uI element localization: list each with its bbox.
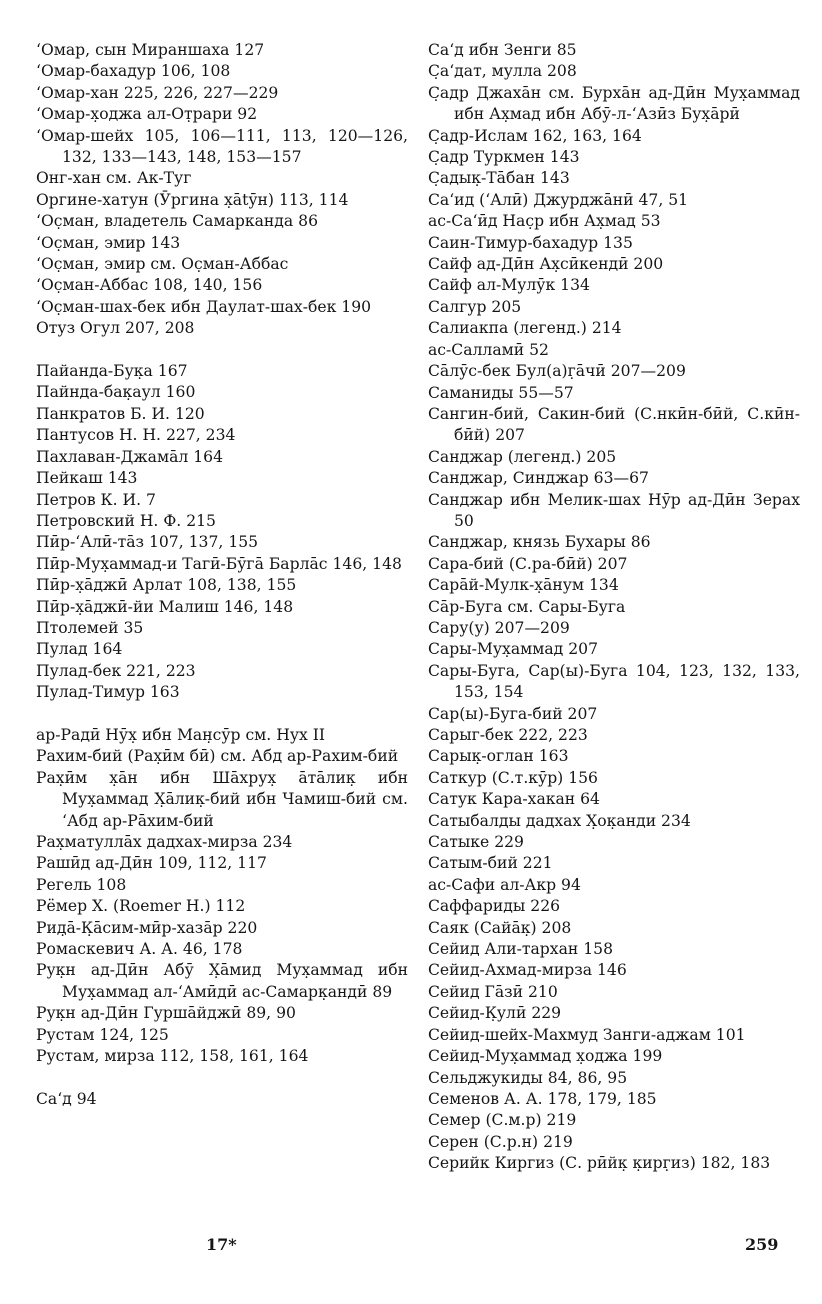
index-entry: Рук̣н ад-Дӣн Гуршāйджӣ 89, 90 <box>36 1004 296 1023</box>
index-entry: Пӣр-х̣āджӣ-йи Малиш 146, 148 <box>36 597 294 616</box>
section-gap <box>36 704 408 725</box>
index-entry: Сару(у) 207—209 <box>428 618 570 637</box>
index-entry: Пулад-бек 221, 223 <box>36 661 196 680</box>
index-entry: Петровский Н. Ф. 215 <box>36 511 216 530</box>
index-entry: Сатук Кара-хакан 64 <box>428 790 600 809</box>
index-entry: ʻОмар-шейх 105, 106—111, 113, 120—126, 132, 133—143, 148, 153—157 <box>36 126 408 167</box>
index-entry: Пӣр-Мух̣аммад-и Тагӣ-Бӯгā Барлāс 146, 148 <box>36 554 402 573</box>
index-entry: Саин-Тимур-бахадур 135 <box>428 233 633 252</box>
index-entry: Пантусов Н. Н. 227, 234 <box>36 426 236 445</box>
index-entry: Пулад-Тимур 163 <box>36 683 180 702</box>
index-entry: Птолемей 35 <box>36 618 144 637</box>
index-entry: Рустам 124, 125 <box>36 1025 169 1044</box>
index-entry: Рашӣд ад-Дӣн 109, 112, 117 <box>36 854 267 873</box>
index-entry: Рук̣н ад-Дӣн Абӯ Х̣āмид Мух̣аммад ибн Мух̣аммад ал-ʻАмӣдӣ ас-Самарк̣андӣ 89 <box>36 961 408 1001</box>
index-entry: Сарык̣-оглан 163 <box>428 747 569 766</box>
index-entry: ʻОс̣ман, эмир 143 <box>36 233 181 252</box>
page-number: 259 <box>745 1235 779 1254</box>
printer-signature: 17* <box>206 1235 237 1254</box>
index-entry: Пайнда-бак̣аул 160 <box>36 383 196 402</box>
index-entry: Отуз Огул 207, 208 <box>36 319 195 338</box>
index-entry: ʻОс̣ман, владетель Самарканда 86 <box>36 212 318 231</box>
index-entry: Саяк (Сайāк̣) 208 <box>428 918 572 937</box>
index-entry: Сейид Али-тархан 158 <box>428 940 613 959</box>
index-entry: Рёмер Х. (Roemer H.) 112 <box>36 897 246 916</box>
index-entry: С̣адр-Ислам 162, 163, 164 <box>428 126 642 145</box>
index-entry: Сейид-шейх-Махмуд Занги-аджам 101 <box>428 1025 746 1044</box>
index-entry: Рах̣ӣм х̣āн ибн Шāхрух̣ āтāлик̣ ибн Мух̣аммад Х̣āлик̣-бий ибн Чамиш-бий см. ʻАбд ар-Рāхим-бий <box>36 768 408 830</box>
index-entry: Пулад 164 <box>36 640 123 659</box>
index-entry: Пахлаван-Джамāл 164 <box>36 447 224 466</box>
index-entry: С̣адык̣-Тāбан 143 <box>428 169 570 188</box>
index-entry: Панкратов Б. И. 120 <box>36 404 205 423</box>
index-entry: Оргине-хатун (Ӯргина х̣ātӯн) 113, 114 <box>36 190 349 209</box>
index-entry: С̣адр Туркмен 143 <box>428 148 580 167</box>
index-entry: Сāр-Буга см. Сары-Буга <box>428 597 626 616</box>
index-entry: Сары-Мух̣аммад 207 <box>428 640 599 659</box>
index-entry: Семенов А. А. 178, 179, 185 <box>428 1089 657 1108</box>
index-entry: Серийк Киргиз (С. рӣйк̣ к̣ирг̣из) 182, 183 <box>428 1154 771 1173</box>
index-entry: Сарыг-бек 222, 223 <box>428 726 588 744</box>
index-entry: Сангин-бий, Сакин-бий (С.нкӣн-бӣй, С.кӣн-бӣй) 207 <box>428 404 800 445</box>
index-entry: С̣адр Джахāн см. Бурхāн ад-Дӣн Мух̣аммад ибн Ах̣мад ибн Абӯ-л-ʻАзӣз Бух̣āрӣ <box>428 83 800 124</box>
index-entry: Сейид-Ахмад-мирза 146 <box>428 961 627 980</box>
index-entry: Семер (С.м.р) 219 <box>428 1111 577 1130</box>
index-entry: Рустам, мирза 112, 158, 161, 164 <box>36 1047 309 1066</box>
index-entry: Саʻид (ʻАлӣ) Джурджāнӣ 47, 51 <box>428 190 689 209</box>
index-entry: Рид̣ā-К̣āсим-мӣр-хазāр 220 <box>36 918 258 937</box>
index-entry: ар-Радӣ Нӯх̣ ибн Ман̣сӯр см. Нух II <box>36 725 326 744</box>
index-entry: ʻОмар, сын Мираншаха 127 <box>36 41 265 59</box>
index-entry: Салгур 205 <box>428 297 522 316</box>
index-entry: Санджар ибн Мелик-шах Нӯр ад-Дӣн Зерах 50 <box>428 490 800 530</box>
index-entry: Саткур (С.т.кӯр) 156 <box>428 768 598 787</box>
index-entry: Пайанда-Бук̣а 167 <box>36 362 188 381</box>
index-entry: Саффариды 226 <box>428 897 561 916</box>
index-entry: Рахим-бий (Рах̣ӣм бӣ) см. Абд ар-Рахим-бий <box>36 747 399 766</box>
index-entry: Сайф ад-Дӣн Ах̣сӣкендӣ 200 <box>428 255 664 274</box>
index-entry: Санджар (легенд.) 205 <box>428 447 617 466</box>
index-entry: Салиакпа (легенд.) 214 <box>428 319 622 338</box>
index-entry: Сары-Буга, Сар(ы)-Буга 104, 123, 132, 133, 153, 154 <box>428 661 800 702</box>
index-entry: ас-Саʻӣд Нас̣р ибн Ах̣мад 53 <box>428 212 661 231</box>
index-entry: Рах̣матуллāх дадхах-мирза 234 <box>36 833 293 851</box>
section-gap <box>36 1067 408 1088</box>
index-entry: ʻОс̣ман, эмир см. Ос̣ман-Аббас <box>36 255 289 274</box>
index-entry: Сейид-К̣улӣ 229 <box>428 1004 562 1023</box>
index-entry: Сатым-бий 221 <box>428 854 553 873</box>
index-entry: ʻОс̣ман-Аббас 108, 140, 156 <box>36 276 263 295</box>
index-entry: Сāлӯс-бек Бул(а)г̣āчӣ 207—209 <box>428 362 686 381</box>
index-entry: Пейкаш 143 <box>36 469 138 488</box>
index-entry: Сатыбалды дадхах Х̣ок̣анди 234 <box>428 811 691 830</box>
index-entry: ʻОмар-х̣оджа ал-От̣рари 92 <box>36 105 258 124</box>
index-entry: ас-Салламӣ 52 <box>428 340 549 359</box>
right-column <box>428 40 800 1175</box>
index-entry: Сайф ал-Мулӯк 134 <box>428 276 590 295</box>
index-entry: Онг-хан см. Ак-Туг <box>36 169 192 188</box>
index-entry: Петров К. И. 7 <box>36 490 156 509</box>
index-entry: С̣аʻдат, мулла 208 <box>428 62 577 81</box>
left-column <box>36 40 408 1110</box>
index-entry: ʻОмар-бахадур 106, 108 <box>36 62 231 81</box>
index-entry: ас-Сафи ал-Акр 94 <box>428 875 581 894</box>
index-entry: Сельджукиды 84, 86, 95 <box>428 1068 628 1087</box>
section-gap <box>36 340 408 361</box>
index-entry: Пӣр-ʻАлӣ-тāз 107, 137, 155 <box>36 533 259 552</box>
index-entry: Сарāй-Мулк-х̣āнум 134 <box>428 576 619 595</box>
index-entry: Сар(ы)-Буга-бий 207 <box>428 704 598 723</box>
index-entry: Саʻд 94 <box>36 1089 97 1108</box>
index-entry: Регель 108 <box>36 875 127 894</box>
index-entry: Ромаскевич А. А. 46, 178 <box>36 940 243 959</box>
index-entry: Серен (С.р.н) 219 <box>428 1132 573 1151</box>
index-entry: Сейид Гāзӣ 210 <box>428 982 558 1001</box>
index-entry: Саʻд ибн Зенги 85 <box>428 41 577 59</box>
index-entry: ʻОс̣ман-шах-бек ибн Даулат-шах-бек 190 <box>36 297 372 316</box>
index-entry: Санджар, Синджар 63—67 <box>428 469 649 488</box>
index-entry: ʻОмар-хан 225, 226, 227—229 <box>36 83 279 102</box>
index-entry: Пӣр-х̣āджӣ Арлат 108, 138, 155 <box>36 576 297 595</box>
index-entry: Санджар, князь Бухары 86 <box>428 533 651 552</box>
index-entry: Сатыке 229 <box>428 833 524 852</box>
index-entry: Сейид-Мух̣аммад х̣оджа 199 <box>428 1047 663 1066</box>
index-entry: Сара-бий (С.ра-бӣй) 207 <box>428 554 628 573</box>
index-entry: Саманиды 55—57 <box>428 383 574 402</box>
